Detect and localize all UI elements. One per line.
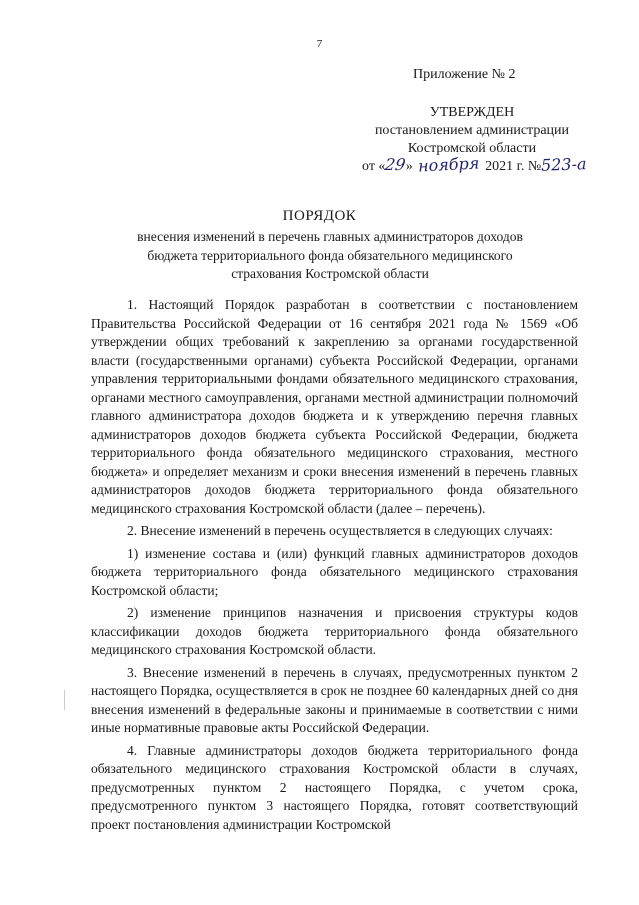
approval-heading: УТВЕРЖДЕН: [429, 105, 515, 120]
paragraph-2: 2. Внесение изменений в перечень осуществляется в следующих случаях:: [127, 523, 553, 538]
approval-line-2: Костромской области: [407, 141, 537, 156]
handwritten-month: ноября: [417, 153, 481, 176]
date-close-quote: »: [405, 159, 413, 174]
subtitle-line-2: бюджета территориального фонда обязательного медицинского: [147, 247, 513, 263]
paragraph-1: 1. Настоящий Порядок разработан в соответствии с постановлением Правительства Российской Федерации от 16 сентября 2021 года № 1569 «Об утверждении общих требований к закреплению за органами государственной власти (государственными органами) субъекта Российской Федерации, органами управления территориальными фондами обязательного медицинского страхования, органами местного самоуправления, органами местной администрации полномочий главного администратора доходов бюджета и к утверждению перечня главных администраторов доходов бюджета субъекта Российской Федерации, бюджета территориального фонда обязательного медицинского страхования, местного бюджета» и определяет механизм и сроки внесения изменений в перечень главных администраторов доходов бюджета территориального фонда обязательного медицинского страхования Костромской области (далее – перечень).: [91, 297, 578, 516]
subtitle-line-3: страхования Костромской области: [231, 266, 429, 281]
paragraph-2-item-1: 1) изменение состава и (или) функций главных администраторов доходов бюджета территориального фонда обязательного медицинского страхования Костромской области;: [91, 545, 578, 598]
paragraph-4: 4. Главные администраторы доходов бюджета территориального фонда обязательного медицинского страхования Костромской области в случаях, предусмотренных пунктом 2 настоящего Порядка, с учетом срока, предусмотренного пунктом 3 настоящего Порядка, готовят соответствующий проект постановления администрации Костромской: [91, 742, 578, 832]
document-subtitle: [100, 228, 560, 284]
approval-line-1: постановлением администрации: [374, 123, 570, 138]
document-title: ПОРЯДОК: [282, 208, 357, 224]
date-prefix: от «: [362, 159, 386, 174]
document-body: [91, 296, 578, 838]
paragraph-3: 3. Внесение изменений в перечень в случаях, предусмотренных пунктом 2 настоящего Порядка, осуществляется в срок не позднее 60 календарных дней со дня внесения изменений в федеральные законы и принимаемые в соответствии с ними иные нормативные правовые акты Российской Федерации.: [91, 664, 578, 735]
handwritten-number: 523-а: [540, 154, 588, 175]
page-number: 7: [316, 38, 323, 50]
subtitle-line-1: внесения изменений в перечень главных администраторов доходов: [137, 229, 523, 244]
approval-block: [357, 104, 587, 158]
paragraph-2-item-2: 2) изменение принципов назначения и присвоения структуры кодов классификации доходов бюджета территориального фонда обязательного медицинского страхования Костромской области.: [91, 605, 578, 657]
margin-mark: [64, 690, 65, 710]
handwritten-day: 29: [384, 155, 408, 174]
appendix-label: Приложение № 2: [413, 67, 516, 82]
approval-date-line: [362, 155, 632, 175]
date-year: 2021 г. №: [485, 159, 542, 174]
